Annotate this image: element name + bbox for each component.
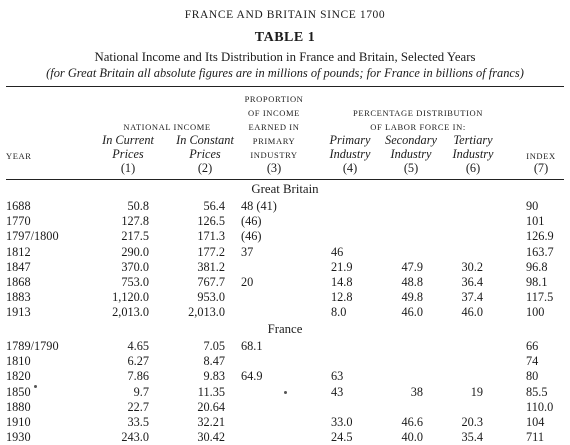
table-cell-index: 80: [526, 369, 539, 384]
header-constant-line1: In Constant: [176, 133, 234, 147]
table-cell-current: 2,013.0: [112, 305, 149, 320]
table-cell-prop: (46): [241, 214, 262, 229]
header-proportion-line1: PROPORTION: [244, 94, 304, 104]
table-cell-primary: 8.0: [331, 305, 347, 320]
table-cell-constant: 30.42: [197, 430, 225, 445]
table-cell-primary: 46: [331, 244, 344, 259]
header-constant-line2: Prices: [189, 147, 221, 161]
table-cell-secondary: 38: [410, 384, 423, 399]
table-cell-constant: 953.0: [197, 290, 225, 305]
table-cell-primary: 12.8: [331, 290, 353, 305]
header-secondary-line1: Secondary: [385, 133, 437, 147]
table-cell-constant: 7.05: [203, 339, 225, 353]
table-cell-index: 66: [526, 339, 539, 353]
table-cell-year: 1789/1790: [6, 339, 59, 353]
header-percentage-line1: PERCENTAGE DISTRIBUTION: [353, 108, 483, 118]
table-cell-constant: 20.64: [197, 399, 225, 414]
header-proportion-line4: PRIMARY: [252, 136, 296, 146]
table-cell-year: 1820: [6, 369, 31, 384]
table-cell-year: 1850: [6, 384, 31, 399]
table-cell-prop: 64.9: [241, 369, 263, 384]
table-cell-index: 101: [526, 214, 545, 229]
header-current-line2: Prices: [112, 147, 144, 161]
table-cell-current: 753.0: [121, 275, 149, 289]
table-cell-constant: 171.3: [197, 229, 225, 244]
table-subtitle: (for Great Britain all absolute figures are in millions of pounds; for France in billions of francs): [46, 66, 524, 80]
table-cell-prop: (46): [241, 229, 262, 244]
header-secondary-number: (5): [403, 161, 419, 175]
table-cell-current: 50.8: [127, 199, 149, 213]
table-number: TABLE 1: [254, 30, 316, 45]
table-cell-constant: 8.47: [203, 354, 225, 369]
table-cell-index: 98.1: [526, 275, 548, 289]
table-cell-year: 1797/1800: [6, 229, 59, 244]
table-cell-tertiary: 46.0: [461, 305, 483, 320]
header-top-rule: [6, 86, 564, 87]
table-cell-secondary: 49.8: [401, 290, 423, 305]
table-cell-current: 22.7: [127, 399, 149, 414]
header-proportion-line2: OF INCOME: [248, 108, 300, 118]
table-cell-year: 1868: [6, 275, 31, 289]
table-cell-year: 1883: [6, 290, 31, 305]
table-cell-index: 711: [526, 430, 544, 445]
table-cell-current: 290.0: [121, 244, 149, 259]
table-cell-year: 1930: [6, 430, 31, 445]
table-cell-index: 74: [526, 354, 539, 369]
header-primary-line2: Industry: [329, 147, 371, 161]
table-cell-current: 6.27: [127, 354, 149, 369]
table-cell-index: 96.8: [526, 259, 548, 274]
header-percentage-line2: OF LABOR FORCE IN:: [370, 122, 466, 132]
table-cell-prop: 20: [241, 275, 254, 289]
table-cell-constant: 9.83: [203, 369, 225, 384]
table-cell-current: 127.8: [121, 214, 149, 229]
header-index: INDEX: [526, 151, 556, 161]
table-title: National Income and Its Distribution in France and Britain, Selected Years: [94, 50, 476, 64]
table-cell-index: 100: [526, 305, 545, 320]
table-cell-primary: 43: [331, 384, 344, 399]
table-cell-primary: 63: [331, 369, 344, 384]
table-cell-constant: 381.2: [197, 259, 225, 274]
header-bottom-rule: [6, 179, 564, 180]
table-cell-primary: 33.0: [331, 415, 353, 429]
header-current-line1: In Current: [102, 133, 154, 147]
table-cell-current: 4.65: [127, 339, 149, 353]
table-cell-constant: 177.2: [197, 244, 225, 259]
table-cell-prop: 37: [241, 244, 254, 259]
header-national-income: NATIONAL INCOME: [123, 122, 211, 132]
table-cell-secondary: 46.6: [401, 415, 423, 429]
header-proportion-line3: EARNED IN: [248, 122, 300, 132]
running-head: FRANCE AND BRITAIN SINCE 1700: [184, 9, 386, 21]
header-year: YEAR: [6, 151, 32, 161]
table-cell-year: 1847: [6, 259, 31, 274]
table-cell-index: 90: [526, 199, 539, 213]
header-secondary-line2: Industry: [390, 147, 432, 161]
table-cell-index: 85.5: [526, 384, 548, 399]
table-cell-prop: 48 (41): [241, 199, 277, 213]
table-cell-year: 1910: [6, 415, 31, 429]
section-heading: Great Britain: [251, 182, 319, 196]
table-cell-secondary: 48.8: [401, 275, 423, 289]
table-cell-constant: 11.35: [197, 384, 225, 399]
header-tertiary-line2: Industry: [452, 147, 494, 161]
header-tertiary-number: (6): [465, 161, 481, 175]
table-cell-year: 1913: [6, 305, 31, 320]
header-index-number: (7): [533, 161, 549, 175]
header-current-number: (1): [120, 161, 136, 175]
table-cell-constant: 32.21: [197, 415, 225, 429]
table-cell-tertiary: 36.4: [461, 275, 483, 289]
table-cell-constant: 767.7: [197, 275, 225, 289]
table-cell-prop: 68.1: [241, 339, 263, 353]
table-cell-year: 1810: [6, 354, 31, 369]
table-cell-tertiary: 30.2: [461, 259, 483, 274]
header-proportion-line5: INDUSTRY: [250, 150, 298, 160]
print-mark: [34, 385, 37, 388]
table-cell-current: 370.0: [121, 259, 149, 274]
table-cell-index: 163.7: [526, 244, 554, 259]
table-cell-primary: 24.5: [331, 430, 353, 445]
print-mark: [284, 391, 287, 394]
header-proportion-number: (3): [266, 161, 282, 175]
section-heading: France: [267, 322, 303, 336]
table-cell-current: 33.5: [127, 415, 149, 429]
table-cell-current: 243.0: [121, 430, 149, 445]
header-constant-number: (2): [197, 161, 213, 175]
table-cell-tertiary: 37.4: [461, 290, 483, 305]
table-cell-current: 217.5: [121, 229, 149, 244]
table-cell-secondary: 40.0: [401, 430, 423, 445]
table-cell-current: 7.86: [127, 369, 149, 384]
table-cell-constant: 2,013.0: [188, 305, 225, 320]
table-cell-year: 1812: [6, 244, 31, 259]
table-cell-tertiary: 35.4: [461, 430, 483, 445]
table-cell-primary: 21.9: [331, 259, 353, 274]
table-cell-index: 126.9: [526, 229, 554, 244]
table-cell-index: 104: [526, 415, 545, 429]
table-cell-constant: 126.5: [197, 214, 225, 229]
header-primary-number: (4): [342, 161, 358, 175]
header-primary-line1: Primary: [329, 133, 371, 147]
table-cell-index: 110.0: [526, 399, 554, 414]
table-cell-current: 1,120.0: [112, 290, 149, 305]
table-cell-year: 1770: [6, 214, 31, 229]
table-cell-tertiary: 20.3: [461, 415, 483, 429]
table-cell-index: 117.5: [526, 290, 554, 305]
table-cell-primary: 14.8: [331, 275, 353, 289]
table-cell-year: 1880: [6, 399, 31, 414]
table-cell-year: 1688: [6, 199, 31, 213]
table-cell-secondary: 46.0: [401, 305, 423, 320]
table-cell-constant: 56.4: [203, 199, 225, 213]
table-cell-tertiary: 19: [470, 384, 483, 399]
table-cell-current: 9.7: [133, 384, 149, 399]
table-cell-secondary: 47.9: [401, 259, 423, 274]
header-tertiary-line1: Tertiary: [453, 133, 493, 147]
